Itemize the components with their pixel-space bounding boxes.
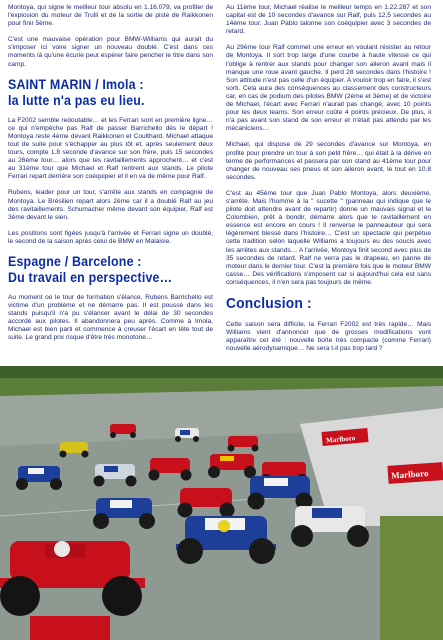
imola-paragraph-1: La F2002 semble redoutable… et les Ferrari sont en première ligne… ce qui n'empêche pas Ralf de passer Barrichello dès le départ ! Montoya reste 4ème devant Raikkonen et Coulthard. Michael attaque tout de suite pour s'échapper au plus tôt et, après seulement deux tours, compte 1.8 seconde d'avance sur son frère, puis 15 secondes au 26ème tour… alors que les ravitaillements approchent… et c'est au 31ème tour que Michael et Ralf rentrent aux stands. Le pilote Ferrari repart derrière son coéquipier et il en va de même pour Ralf. [8, 116, 213, 181]
heading-imola-line2: la lutte n'a pas eu lieu. [8, 92, 145, 108]
heading-imola-line1: SAINT MARIN / Imola : [8, 76, 144, 92]
right-paragraph-1: Au 11ème tour, Michael réalise le meilleur temps en 1.22.287 et son capital est de 10 secondes d'avance sur Ralf, puis 12,5 secondes au 14ème tour. Juan Pablo talonne son coéquipier avec 3 secondes de retard. [226, 4, 431, 36]
right-paragraph-2: Au 29ème tour Ralf commet une erreur en voulant résister au retour de Montoya. Il sort trop large d'une courbe à haute vitesse ce qui l'oblige à rentrer aux stands pour changer son aileron avant mais il manque une roue avant gauche. Il perd 28 secondes dans l'histoire ! Son attitude n'est pas celle d'un équipier. A vouloir trop en faire, il s'est sorti. Cela aura des conséquences au classement des constructeurs car, en cas de podium des pilotes BMW (2ème et 3ème) et de victoire de Michael, l'écart avec Ferrari n'aurait pas changé, avec 10 points pour les deux teams. Son erreur coûte 4 points précieux. De plus, il n'a pas avant son stand de son erreur et n'était pas attendu par les mécaniciens… [226, 44, 432, 133]
section-heading-espagne [8, 254, 213, 286]
conclusion-heading-block [226, 295, 431, 313]
intro-paragraph-2: C'est une mauvaise opération pour BMW-Williams qui aurait du s'imposer ici voire signer un nouveau doublé. C'est dans ces moments là qu'une écurie peut espérer faire pencher le titre dans son camp. [8, 36, 213, 68]
right-column [226, 4, 431, 361]
left-column [8, 4, 213, 351]
imola-paragraph-3: Les positions sont figées jusqu'à l'arrivée et Ferrari signe un doublé, le second de la saison après celui de BMW en Malaisie. [8, 229, 213, 245]
intro-paragraph-1: Montoya, qui signe le meilleur tour absolu en 1.16.079, va profiter de l'explosion du moteur de Trulli et de la sortie de piste de Raikkonen pour finir 5ème. [8, 4, 213, 28]
section-heading-imola [8, 77, 213, 109]
right-paragraph-3: Michael, qui dispose de 29 secondes d'avance sur Montoya, en profite pour prendre un tour à son petit frère… qui était à la dérive en terme de performances et passera par son stand au 41ème tour pour changer de nouveau ses pneus et son aileron avant, le tout en 10.8 secondes. [226, 141, 431, 181]
race-photo-illustration [0, 366, 443, 640]
grass-right [380, 516, 443, 640]
espagne-paragraph-1: Au moment où le tour de formation s'élance, Rubens Barrichello est victime d'un problème et ne démarre pas. Il est poussé dans les stands puisqu'il n'a pu s'élancer avant le délai de 30 secondes accordé aux pilotes. Il abandonnera peu après. Comme à Imola, Michael est bien parti et commence à creuser l'écart en tête tout de suite. Le grand prix risque d'être très monotone… [8, 293, 213, 342]
conclusion-heading: Conclusion : [226, 295, 312, 312]
right-paragraph-4: C'est au 45ème tour que Juan Pablo Montoya, alors deuxième, s'arrête. Mais l'homme à la " sucette " (panneau qui indique que le pilote doit attendre avant de repartir) donne un mauvais signal et le Colombien, prêt à bondir, démarre alors que le ravitaillement en essence est encore en cours ! Il renverse le panneauteur qui sera légèrement blessé dans l'histoire… C'est un spectacle qui perpétue cette tradition selon laquelle Williams a toujours eu des soucis avec les arrêtes aux stands… A l'arrivée, Montoya finit second avec plus de 35 secondes de retard. Ralf ne verra pas le drapeau, en panne de moteur dans le dernier tour. C'est la première fois que le moteur BMW casse… Des vérifications s'imposent car si aujourd'hui cela est sans conséquences, il n'en sera pas toujours de même. [226, 189, 431, 286]
heading-espagne-line2: Du travail en perspective… [8, 269, 173, 285]
race-start-photo [0, 366, 443, 640]
heading-espagne-line1: Espagne / Barcelone : [8, 253, 142, 269]
imola-paragraph-2: Rubens, leader pour un tour, s'arrête aux stands en compagnie de Montoya. Le Brésilien repart alors 2ème car il a doublé Ralf au jeu des ravitaillements. Schumacher même devant son équipier, Ralf est 3ème devant le sien. [8, 189, 213, 221]
conclusion-paragraph: Cette saison sera difficile, la Ferrari F2002 est très rapide… Mais Williams vient d'annoncer que de grosses modifications vont apparaître cet été : nouvelle boîte très compacte (comme Ferrari) nouvelle aérodynamique… Ne sera t-il pas trop tard ? [226, 321, 431, 353]
banner-marlboro-1-text: Marlboro [325, 434, 356, 445]
banner-marlboro-2-text: Marlboro [390, 468, 429, 481]
